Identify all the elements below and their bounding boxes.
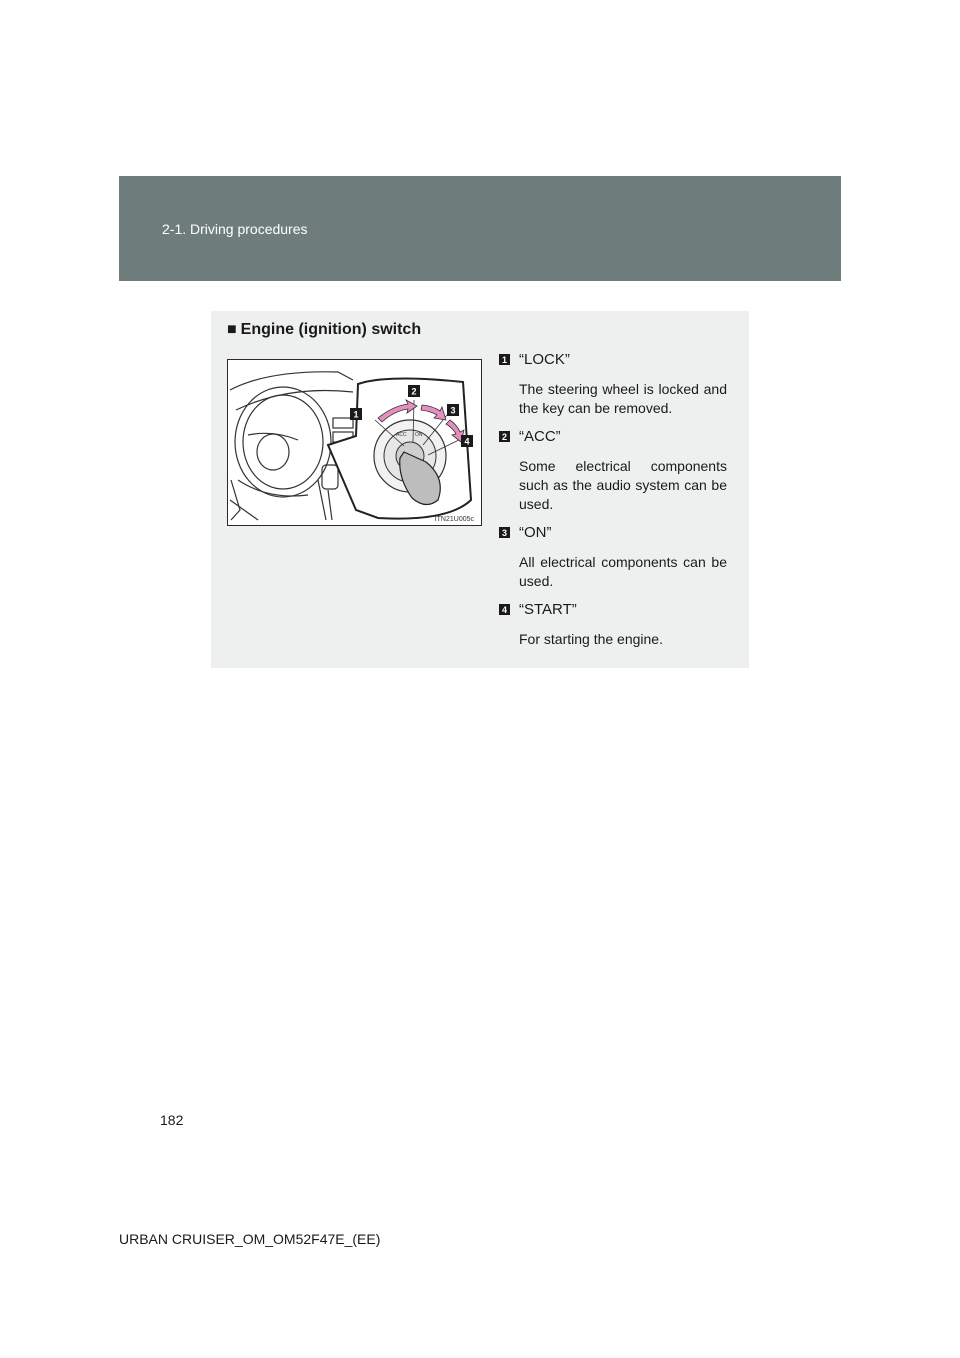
steering-wheel: [235, 387, 331, 497]
info-box: [211, 311, 749, 668]
item-label: “ON”: [519, 524, 552, 541]
section-label: 2-1. Driving procedures: [162, 221, 308, 237]
callout-3: 3: [450, 405, 456, 416]
number-badge: 3: [499, 527, 510, 538]
svg-text:ON: ON: [415, 432, 423, 438]
number-badge: 2: [499, 431, 510, 442]
document-code: URBAN CRUISER_OM_OM52F47E_(EE): [119, 1231, 381, 1247]
item-label: “START”: [519, 601, 577, 618]
illustration-code: ITN21U005c: [434, 516, 474, 523]
callout-2: 2: [411, 386, 417, 397]
bullet-square-icon: ■: [227, 321, 237, 338]
item-label: “ACC”: [519, 428, 561, 445]
item-description: For starting the engine.: [519, 631, 663, 647]
list-item-acc: [499, 428, 727, 514]
page-number: 182: [160, 1112, 184, 1128]
number-badge: 4: [499, 604, 510, 615]
list-item-on: [499, 524, 727, 591]
callout-1: 1: [353, 409, 359, 420]
ignition-illustration-svg: [228, 360, 481, 525]
item-description: The steering wheel is locked and the key can be removed.: [519, 381, 727, 416]
header-band: [119, 176, 841, 281]
item-description: Some electrical components such as the audio system can be used.: [519, 458, 727, 512]
list-item-lock: [499, 351, 727, 418]
item-description: All electrical components can be used.: [519, 554, 727, 589]
box-title: [227, 321, 421, 339]
switch-position-list: [499, 351, 727, 649]
item-label: “LOCK”: [519, 351, 570, 368]
svg-text:ACC: ACC: [396, 432, 407, 438]
callout-4: 4: [464, 436, 470, 447]
ignition-switch-illustration: [227, 359, 482, 526]
box-title-text: Engine (ignition) switch: [240, 321, 422, 338]
list-item-start: [499, 601, 727, 649]
number-badge: 1: [499, 354, 510, 365]
